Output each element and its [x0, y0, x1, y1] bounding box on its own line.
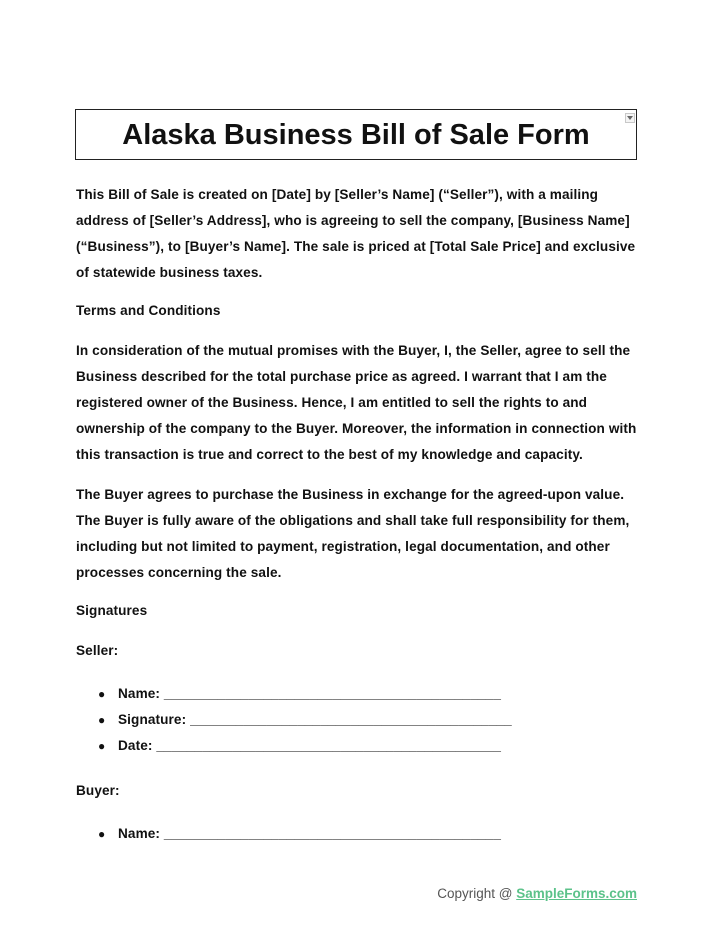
- buyer-name-field[interactable]: [76, 821, 642, 847]
- intro-paragraph: This Bill of Sale is created on [Date] by [Seller’s Name] (“Seller”), with a mailing address of [Seller’s Address], who is agreeing to sell the company, [Business Name] (“Business”), to [Buyer’s Name]. The sale is priced at [Total Sale Price] and exclusive of statewide business taxes.: [76, 187, 636, 280]
- seller-signature-field[interactable]: [76, 707, 642, 733]
- field-label: Signature: __________________________________________: [118, 712, 512, 727]
- buyer-fields: [76, 821, 642, 847]
- bullet-icon: ●: [98, 687, 106, 701]
- field-label: Name: ____________________________________________: [118, 826, 501, 841]
- seller-heading: Seller:: [76, 643, 119, 658]
- terms-paragraph-1: In consideration of the mutual promises with the Buyer, I, the Seller, agree to sell the Business described for the total purchase price as agreed. I warrant that I am the registered owner of the Business. Hence, I am entitled to sell the rights to and ownership of the company to the Buyer. Moreover, the information in connection with this transaction is true and correct to the best of my knowledge and capacity.: [76, 343, 637, 462]
- chevron-down-icon[interactable]: [625, 113, 635, 123]
- copyright-footer: [437, 886, 637, 901]
- seller-fields: [76, 681, 642, 759]
- copyright-text: Copyright @: [437, 886, 517, 901]
- seller-name-field[interactable]: [76, 681, 642, 707]
- terms-paragraph-2: The Buyer agrees to purchase the Business in exchange for the agreed-upon value. The Buyer is fully aware of the obligations and shall take full responsibility for them, including but not limited to payment, registration, legal documentation, and other processes concerning the sale.: [76, 487, 630, 580]
- field-label: Date: _____________________________________________: [118, 738, 502, 753]
- bullet-icon: ●: [98, 739, 106, 753]
- title-box: [75, 109, 637, 160]
- seller-date-field[interactable]: [76, 733, 642, 759]
- bullet-icon: ●: [98, 713, 106, 727]
- field-label: Name: ____________________________________________: [118, 686, 501, 701]
- terms-heading: Terms and Conditions: [76, 303, 221, 318]
- document-body: [76, 182, 642, 847]
- signatures-heading: Signatures: [76, 603, 148, 618]
- buyer-heading: Buyer:: [76, 783, 120, 798]
- brand-link[interactable]: SampleForms.com: [516, 886, 637, 901]
- bullet-icon: ●: [98, 827, 106, 841]
- page-title: Alaska Business Bill of Sale Form: [122, 119, 590, 151]
